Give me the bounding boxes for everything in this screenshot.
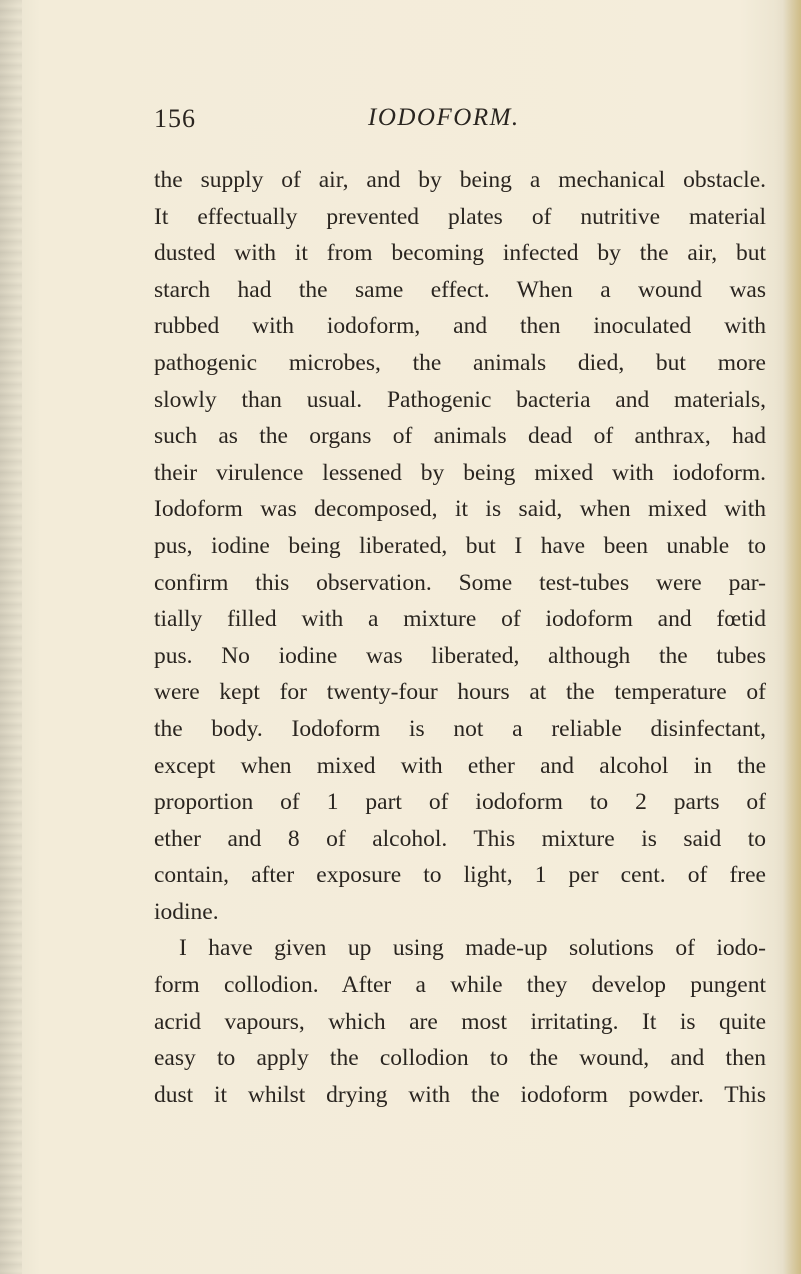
text-line: contain, after exposure to light, 1 per cent. of free bbox=[154, 862, 766, 889]
text-line: the supply of air, and by being a mechanical obstacle. bbox=[154, 167, 766, 193]
text-line: easy to apply the collodion to the wound, and then bbox=[154, 1045, 766, 1072]
text-line: dust it whilst drying with the iodoform powder. This bbox=[154, 1081, 766, 1108]
page-gutter-left bbox=[0, 0, 22, 1274]
page-number: 156 bbox=[154, 104, 196, 133]
body-text bbox=[154, 162, 766, 1113]
text-line: pus. No iodine was liberated, although the tubes bbox=[154, 642, 766, 669]
text-line: form collodion. After a while they develop pungent bbox=[154, 972, 766, 999]
text-line: proportion of 1 part of iodoform to 2 parts of bbox=[154, 789, 766, 816]
text-line: slowly than usual. Pathogenic bacteria and materials, bbox=[154, 386, 766, 413]
text-line: such as the organs of animals dead of anthrax, had bbox=[154, 423, 766, 450]
page-edge-right bbox=[783, 0, 801, 1274]
text-line: their virulence lessened by being mixed with iodoform. bbox=[154, 459, 766, 486]
text-line: starch had the same effect. When a wound was bbox=[154, 276, 766, 303]
text-line: rubbed with iodoform, and then inoculated with bbox=[154, 313, 766, 340]
text-line: ether and 8 of alcohol. This mixture is said to bbox=[154, 825, 766, 852]
text-line: pus, iodine being liberated, but I have been unable to bbox=[154, 532, 766, 559]
text-line: except when mixed with ether and alcohol in the bbox=[154, 752, 766, 779]
text-line: confirm this observation. Some test-tubes were par- bbox=[154, 569, 766, 596]
text-line: iodine. bbox=[154, 898, 219, 925]
text-line: Iodoform was decomposed, it is said, when mixed with bbox=[154, 496, 766, 523]
text-line: It effectually prevented plates of nutritive material bbox=[154, 203, 766, 230]
text-line: the body. Iodoform is not a reliable disinfectant, bbox=[154, 715, 766, 742]
text-line: tially filled with a mixture of iodoform and fœtid bbox=[154, 606, 766, 633]
running-title: IODOFORM. bbox=[368, 104, 520, 131]
text-line: acrid vapours, which are most irritating. It is quite bbox=[154, 1008, 766, 1035]
text-line: I have given up using made-up solutions of iodo- bbox=[179, 935, 766, 962]
text-line: pathogenic microbes, the animals died, but more bbox=[154, 349, 766, 376]
page-header bbox=[154, 104, 674, 144]
text-line: dusted with it from becoming infected by the air, but bbox=[154, 240, 766, 267]
text-line: were kept for twenty-four hours at the temperature of bbox=[154, 679, 766, 706]
